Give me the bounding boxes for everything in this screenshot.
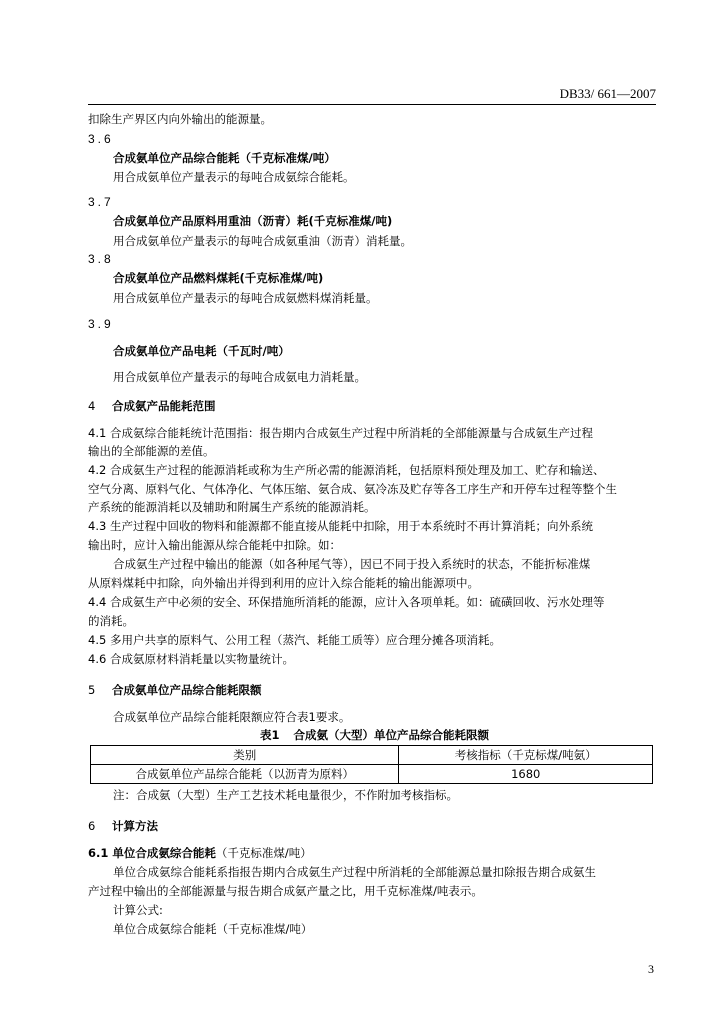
para-4-3-line: 合成氨生产过程中输出的能源（如各种尾气等），因已不同于投入系统时的状态，不能折标准煤 (113, 557, 591, 571)
clause-6-1-heading-unit: （千克标准煤/吨） (215, 846, 312, 860)
clause-3-8-number: 3.8 (88, 252, 114, 266)
table-note: 注：合成氨（大型）生产工艺技术耗电量很少，不作附加考核指标。 (113, 788, 458, 802)
table-header-category: 类别 (91, 746, 399, 765)
section-6-number: 6 (88, 819, 96, 833)
clause-3-7-definition: 用合成氨单位产量表示的每吨合成氨重油（沥青）消耗量。 (113, 234, 412, 248)
para-4-1-line: 4.1 合成氨综合能耗统计范围指：报告期内合成氨生产过程中所消耗的全部能源量与合成氨生产过程 (88, 426, 593, 440)
clause-3-6-number: 3.6 (88, 132, 114, 146)
formula-line: 单位合成氨综合能耗（千克标准煤/吨） (113, 922, 313, 936)
section-5-heading (88, 682, 262, 698)
para-4-4-line: 4.4 合成氨生产中必须的安全、环保措施所消耗的能源，应计入各项单耗。如：硫磺回收、污水处理等 (88, 595, 605, 609)
clause-3-6-definition: 用合成氨单位产量表示的每吨合成氨综合能耗。 (113, 170, 355, 184)
clause-3-9-definition: 用合成氨单位产量表示的每吨合成氨电力消耗量。 (113, 370, 366, 384)
section-4-title: 合成氨产品能耗范围 (112, 399, 216, 413)
section-6-heading (88, 818, 158, 834)
continuation-line: 扣除生产界区内向外输出的能源量。 (88, 112, 272, 126)
section-4-heading (88, 398, 216, 414)
clause-6-1-line: 单位合成氨综合能耗系指报告期内合成氨生产过程中所消耗的全部能源总量扣除报告期合成氨生 (113, 865, 596, 879)
table-caption (260, 727, 489, 743)
header-rule (88, 104, 656, 105)
para-4-4-line: 的消耗。 (88, 614, 134, 628)
clause-6-1-line: 产过程中输出的全部能源量与报告期合成氨产量之比，用千克标准煤/吨表示。 (88, 884, 483, 898)
section-4-number: 4 (88, 399, 96, 413)
energy-limit-table (90, 745, 653, 784)
table-caption-number: 表1 (260, 728, 280, 742)
clause-3-8-definition: 用合成氨单位产量表示的每吨合成氨燃料煤消耗量。 (113, 291, 378, 305)
para-4-1-line: 输出的全部能源的差值。 (88, 444, 215, 458)
para-5: 合成氨单位产品综合能耗限额应符合表1要求。 (113, 710, 351, 724)
table-caption-text: 合成氨（大型）单位产品综合能耗限额 (293, 728, 490, 742)
section-6-title: 计算方法 (112, 819, 158, 833)
para-4-3-line: 输出时，应计入输出能源从综合能耗中扣除。如： (88, 538, 341, 552)
table-row (91, 765, 653, 784)
clause-3-8-term: 合成氨单位产品燃料煤耗(千克标准煤/吨) (113, 271, 324, 285)
clause-3-9-number: 3.9 (88, 317, 114, 331)
clause-3-6-term: 合成氨单位产品综合能耗（千克标准煤/吨） (113, 151, 336, 165)
clause-3-7-number: 3.7 (88, 195, 114, 209)
clause-3-7-term: 合成氨单位产品原料用重油（沥青）耗(千克标准煤/吨) (113, 214, 393, 228)
clause-3-9-term: 合成氨单位产品电耗（千瓦时/吨） (113, 344, 290, 358)
para-4-6: 4.6 合成氨原材料消耗量以实物量统计。 (88, 652, 294, 666)
page-number: 3 (648, 962, 654, 976)
section-5-title: 合成氨单位产品综合能耗限额 (112, 683, 262, 697)
section-5-number: 5 (88, 683, 96, 697)
table-header-indicator: 考核指标（千克标煤/吨氨） (399, 746, 653, 765)
clause-6-1-heading-bold: 6.1 单位合成氨综合能耗 (88, 846, 216, 860)
para-4-3-line: 从原料煤耗中扣除，向外输出并得到利用的应计入综合能耗的输出能源项中。 (88, 576, 479, 590)
table-cell-category: 合成氨单位产品综合能耗（以沥青为原料） (91, 765, 399, 784)
clause-6-1-heading (88, 845, 312, 861)
para-4-2-line: 空气分离、原料气化、气体净化、气体压缩、氨合成、氨冷冻及贮存等各工序生产和开停车过程等整个生 (88, 482, 617, 496)
document-code: DB33/ 661—2007 (559, 86, 656, 101)
para-4-2-line: 4.2 合成氨生产过程的能源消耗或称为生产所必需的能源消耗，包括原料预处理及加工、贮存和输送、 (88, 463, 605, 477)
table-header-row (91, 746, 653, 765)
table-cell-value: 1680 (399, 765, 653, 784)
para-4-5: 4.5 多用户共享的原料气、公用工程（蒸汽、耗能工质等）应合理分摊各项消耗。 (88, 633, 501, 647)
para-4-3-line: 4.3 生产过程中回收的物料和能源都不能直接从能耗中扣除，用于本系统时不再计算消耗；向外系统 (88, 519, 593, 533)
para-4-2-line: 产系统的能源消耗以及辅助和附属生产系统的能源消耗。 (88, 500, 376, 514)
formula-label: 计算公式: (113, 903, 163, 917)
